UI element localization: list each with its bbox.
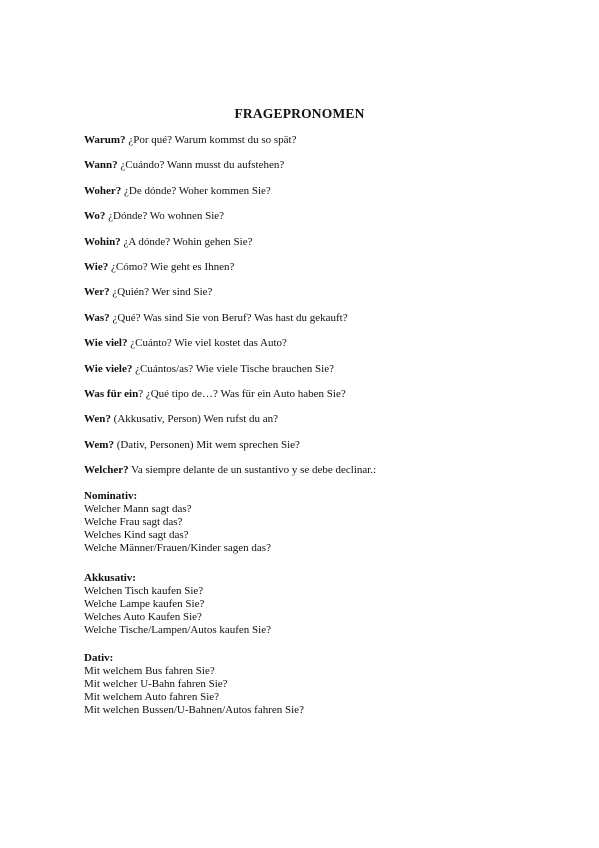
list-item: Welche Lampe kaufen Sie? xyxy=(84,598,205,610)
list-item xyxy=(84,336,564,361)
list-item xyxy=(84,285,564,310)
question-example: Va siempre delante de un sustantivo y se debe declinar.: xyxy=(128,464,377,477)
list-item: Welcher Mann sagt das? xyxy=(84,503,192,515)
question-word: Wer? xyxy=(84,286,110,299)
list-item xyxy=(84,412,564,437)
question-word: Wem? xyxy=(84,438,114,451)
section-heading: Akkusativ: xyxy=(84,572,136,584)
list-item xyxy=(84,311,564,336)
question-example: ¿Cómo? Wie geht es Ihnen? xyxy=(108,260,235,273)
list-item xyxy=(84,235,564,260)
question-example: (Dativ, Personen) Mit wem sprechen Sie? xyxy=(113,438,300,451)
example-list xyxy=(84,503,564,555)
question-word: Wohin? xyxy=(84,235,121,248)
nominativ-section xyxy=(84,490,564,555)
list-item xyxy=(84,133,564,158)
question-word: Wie viel? xyxy=(84,337,128,350)
list-item xyxy=(84,387,564,412)
question-word: Wann? xyxy=(84,159,118,172)
question-example: ¿Por qué? Warum kommst du so spät? xyxy=(125,134,297,146)
list-item: Welches Auto Kaufen Sie? xyxy=(84,611,202,623)
question-example: ¿Cuándo? Wann musst du aufstehen? xyxy=(117,159,285,172)
list-item xyxy=(84,209,564,234)
list-item xyxy=(84,158,564,183)
example-list xyxy=(84,585,564,637)
question-word: Wie? xyxy=(84,260,109,273)
list-item: Welchen Tisch kaufen Sie? xyxy=(84,585,204,597)
list-item: Welches Kind sagt das? xyxy=(84,529,189,541)
question-example: ¿Dónde? Wo wohnen Sie? xyxy=(105,210,225,223)
question-word-list xyxy=(84,133,564,488)
question-example: ¿Qué? Was sind Sie von Beruf? Was hast du gekauft? xyxy=(109,311,348,324)
question-word: Woher? xyxy=(84,184,122,197)
question-word: Wie viele? xyxy=(84,362,133,375)
list-item: Mit welchem Auto fahren Sie? xyxy=(84,691,220,703)
list-item: Mit welchen Bussen/U-Bahnen/Autos fahren Sie? xyxy=(84,704,304,716)
question-word: Warum? xyxy=(84,134,126,146)
list-item xyxy=(84,184,564,209)
question-example: ¿A dónde? Wohin gehen Sie? xyxy=(120,235,253,248)
list-item xyxy=(84,362,564,387)
question-example: ¿Quién? Wer sind Sie? xyxy=(109,286,213,299)
question-word: Welcher? xyxy=(84,464,129,477)
question-word: Wo? xyxy=(84,210,106,223)
list-item: Welche Tische/Lampen/Autos kaufen Sie? xyxy=(84,624,271,636)
list-item: Mit welchem Bus fahren Sie? xyxy=(84,665,215,677)
list-item xyxy=(84,438,564,463)
question-word: Was? xyxy=(84,311,110,324)
akkusativ-section xyxy=(84,572,564,637)
example-list xyxy=(84,665,564,717)
list-item xyxy=(84,463,564,488)
dativ-section xyxy=(84,652,564,717)
question-word: Wen? xyxy=(84,413,111,426)
section-heading: Dativ: xyxy=(84,652,114,664)
question-example: ? ¿Qué tipo de…? Was für ein Auto haben Sie? xyxy=(138,387,346,400)
question-example: (Akkusativ, Person) Wen rufst du an? xyxy=(110,413,279,426)
list-item: Mit welcher U-Bahn fahren Sie? xyxy=(84,678,228,690)
question-word: Was für ein xyxy=(84,387,139,400)
list-item: Welche Männer/Frauen/Kinder sagen das? xyxy=(84,542,271,554)
list-item: Welche Frau sagt das? xyxy=(84,516,183,528)
question-example: ¿De dónde? Woher kommen Sie? xyxy=(121,184,271,197)
question-example: ¿Cuánto? Wie viel kostet das Auto? xyxy=(127,337,287,350)
list-item xyxy=(84,260,564,285)
question-example: ¿Cuántos/as? Wie viele Tische brauchen Sie? xyxy=(132,362,334,375)
page-title: FRAGEPRONOMEN xyxy=(234,106,365,121)
section-heading: Nominativ: xyxy=(84,490,138,502)
